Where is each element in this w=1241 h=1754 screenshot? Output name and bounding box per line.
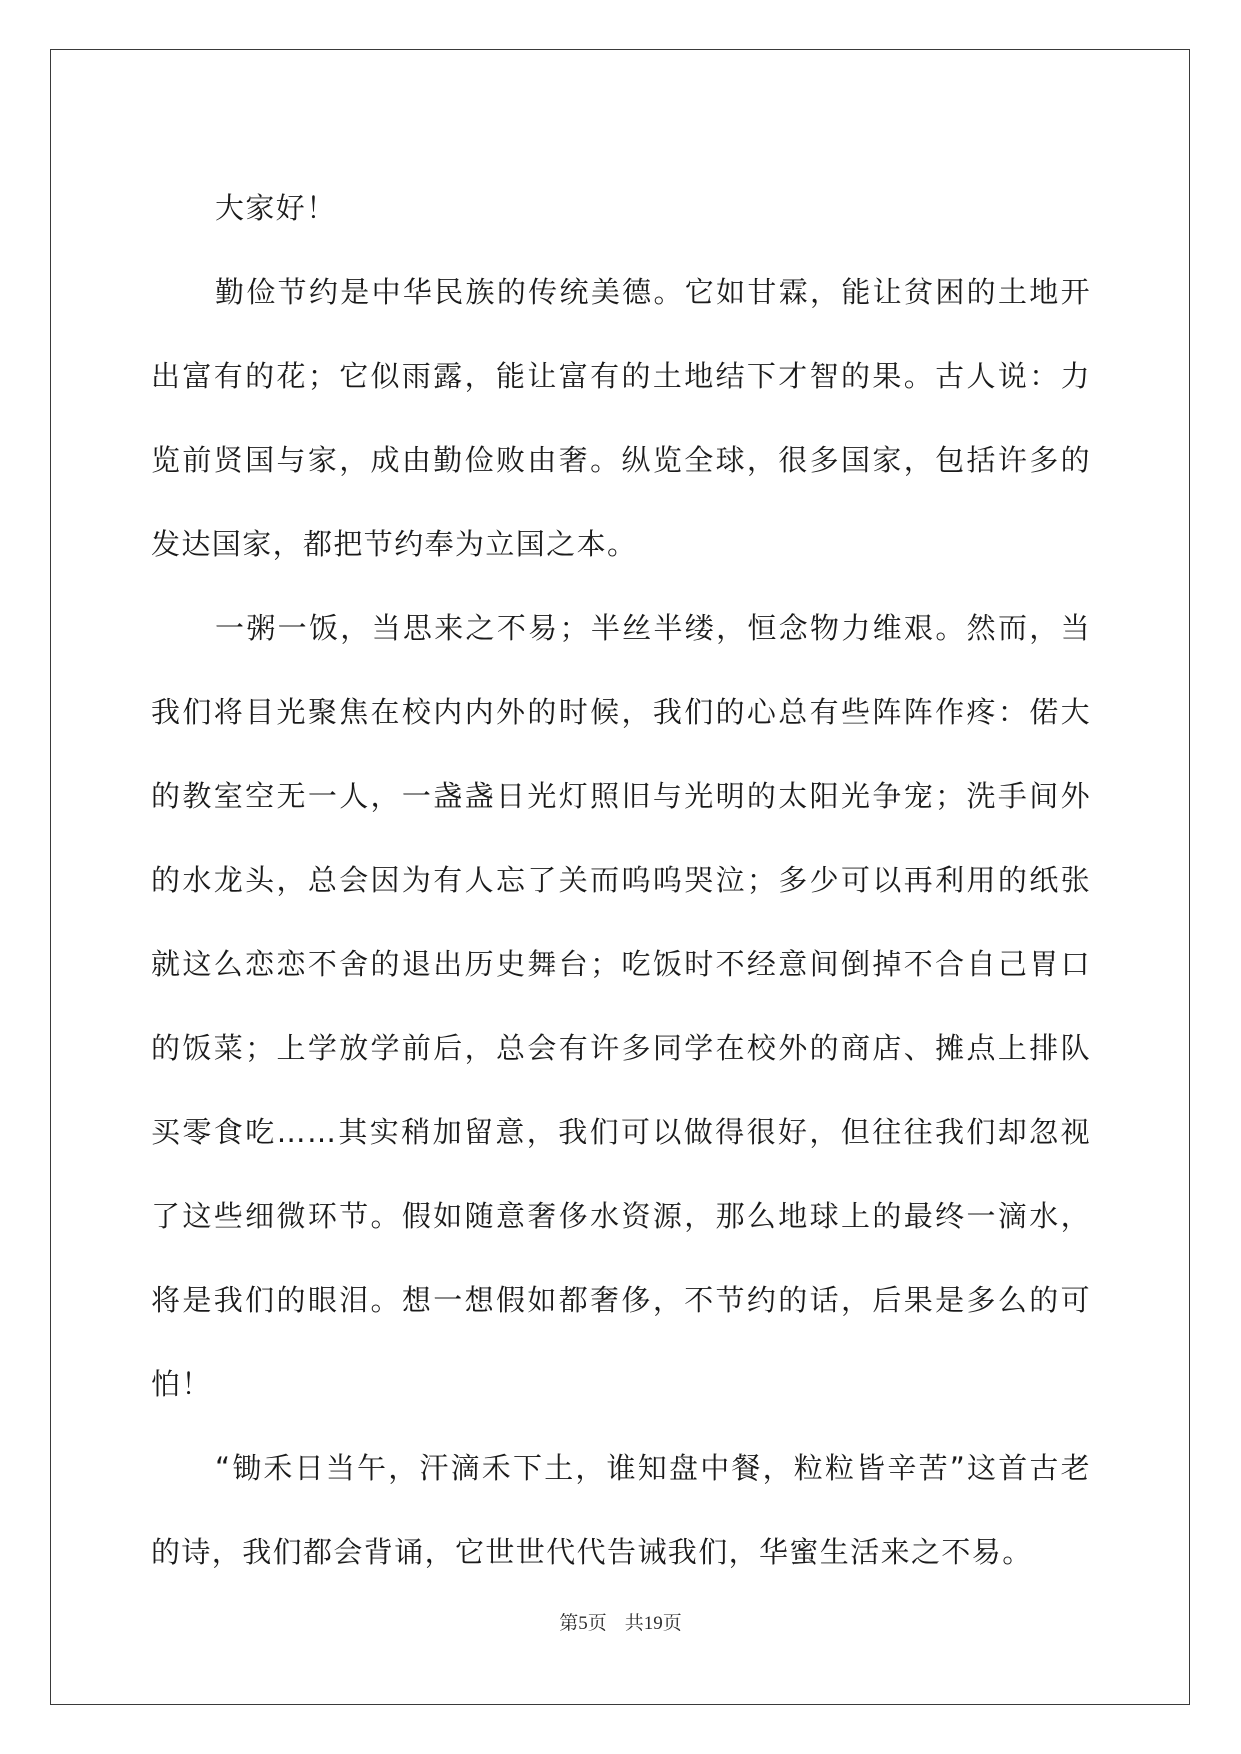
page-footer [0,1612,1241,1636]
body-paragraph: 一粥一饭，当思来之不易；半丝半缕，恒念物力维艰。然而，当我们将目光聚焦在校内内外的时候，我们的心总有些阵阵作疼：偌大的教室空无一人，一盏盏日光灯照旧与光明的太阳光争宠；洗手间外的水龙头，总会因为有人忘了关而呜呜哭泣；多少可以再利用的纸张就这么恋恋不舍的退出历史舞台；吃饭时不经意间倒掉不合自己胃口的饭菜；上学放学前后，总会有许多同学在校外的商店、摊点上排队买零食吃……其实稍加留意，我们可以做得很好，但往往我们却忽视了这些细微环节。假如随意奢侈水资源，那么地球上的最终一滴水，将是我们的眼泪。想一想假如都奢侈，不节约的话，后果是多么的可怕！ [151,611,1091,1401]
body-paragraph: 勤俭节约是中华民族的传统美德。它如甘霖，能让贫困的土地开出富有的花；它似雨露，能让富有的土地结下才智的果。古人说：力览前贤国与家，成由勤俭败由奢。纵览全球，很多国家，包括许多的发达国家，都把节约奉为立国之本。 [151,275,1091,561]
page-number: 第5页 [559,1613,607,1634]
body-paragraph: “锄禾日当午，汗滴禾下土，谁知盘中餐，粒粒皆辛苦”这首古老的诗，我们都会背诵，它世世代代告诫我们，华蜜生活来之不易。 [151,1451,1091,1569]
page-total: 共19页 [624,1613,682,1634]
document-body [151,166,1091,1594]
greeting-paragraph: 大家好！ [215,191,337,225]
